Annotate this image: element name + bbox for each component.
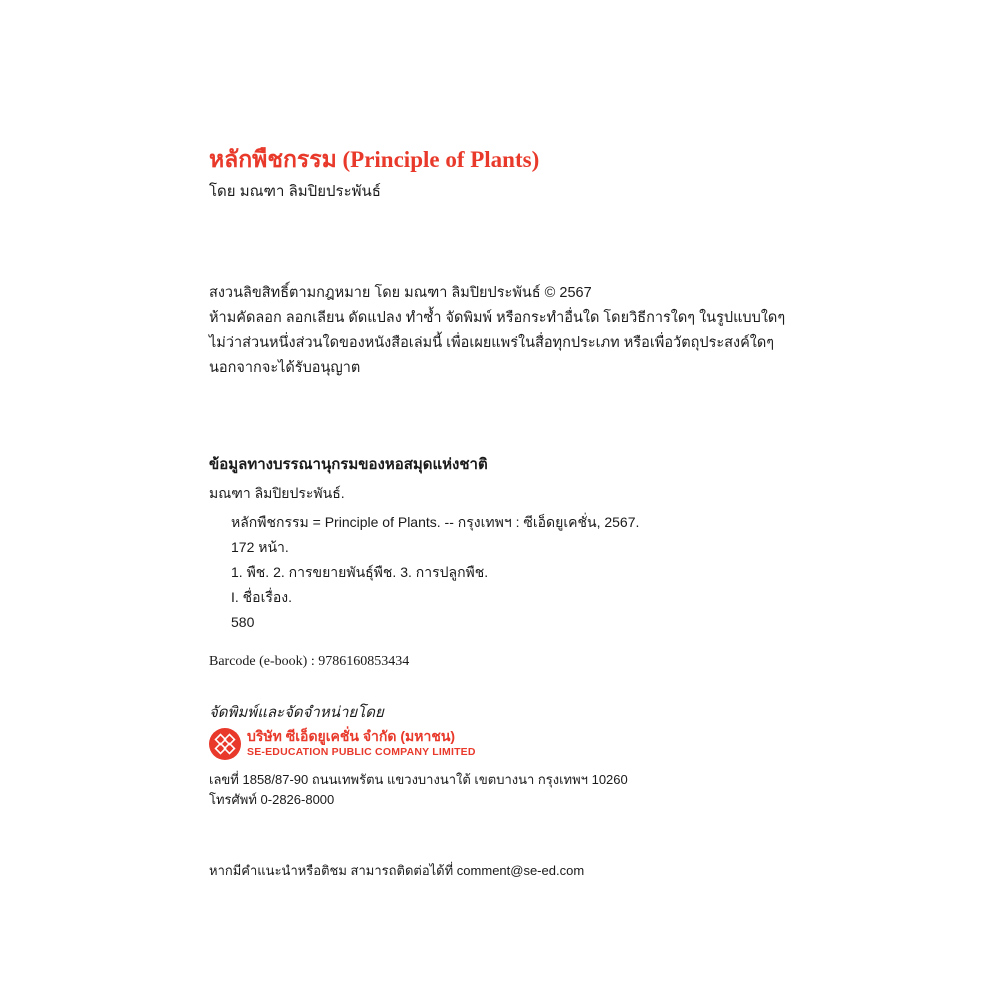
cip-entry: 580 bbox=[231, 614, 255, 630]
copyright-line: สงวนลิขสิทธิ์ตามกฎหมาย โดย มณฑา ลิมปิยประพันธ์ © 2567 bbox=[209, 285, 592, 301]
book-title: หลักพืชกรรม (Principle of Plants) bbox=[209, 147, 540, 172]
copyright-line: นอกจากจะได้รับอนุญาต bbox=[209, 360, 361, 376]
publisher-name-en: SE-EDUCATION PUBLIC COMPANY LIMITED bbox=[247, 746, 476, 758]
cip-entry: 172 หน้า. bbox=[231, 539, 289, 555]
cip-entries bbox=[231, 510, 639, 635]
book-byline: โดย มณฑา ลิมปิยประพันธ์ bbox=[209, 183, 381, 200]
cip-author: มณฑา ลิมปิยประพันธ์. bbox=[209, 485, 345, 501]
copyright-notice bbox=[209, 281, 785, 381]
cip-entry: หลักพืชกรรม = Principle of Plants. -- กรุงเทพฯ : ซีเอ็ดยูเคชั่น, 2567. bbox=[231, 514, 640, 530]
publisher-name-th: บริษัท ซีเอ็ดยูเคชั่น จำกัด (มหาชน) bbox=[247, 728, 456, 744]
cip-heading: ข้อมูลทางบรรณานุกรมของหอสมุดแห่งชาติ bbox=[209, 457, 488, 473]
feedback-contact: หากมีคำแนะนำหรือติชม สามารถติดต่อได้ที่ comment@se-ed.com bbox=[209, 863, 585, 878]
se-ed-logo-icon bbox=[209, 728, 241, 760]
cip-entry: 1. พืช. 2. การขยายพันธุ์พืช. 3. การปลูกพืช. bbox=[231, 564, 489, 580]
publisher-address: เลขที่ 1858/87-90 ถนนเทพรัตน แขวงบางนาใต้ เขตบางนา กรุงเทพฯ 10260 bbox=[209, 772, 628, 787]
publisher-address-block bbox=[209, 770, 628, 810]
copyright-line: ห้ามคัดลอก ลอกเลียน ดัดแปลง ทำซ้ำ จัดพิมพ์ หรือกระทำอื่นใด โดยวิธีการใดๆ ในรูปแบบใดๆ bbox=[209, 310, 786, 326]
publisher-label: จัดพิมพ์และจัดจำหน่ายโดย bbox=[209, 704, 384, 721]
copyright-line: ไม่ว่าส่วนหนึ่งส่วนใดของหนังสือเล่มนี้ เพื่อเผยแพร่ในสื่อทุกประเภท หรือเพื่อวัตถุประสงค์ใดๆ bbox=[209, 335, 775, 351]
publisher-phone: โทรศัพท์ 0-2826-8000 bbox=[209, 792, 335, 807]
barcode-isbn: Barcode (e-book) : 9786160853434 bbox=[209, 654, 410, 669]
publisher-name bbox=[247, 728, 476, 760]
publisher-logo bbox=[209, 728, 476, 760]
cip-entry: I. ชื่อเรื่อง. bbox=[231, 589, 293, 605]
